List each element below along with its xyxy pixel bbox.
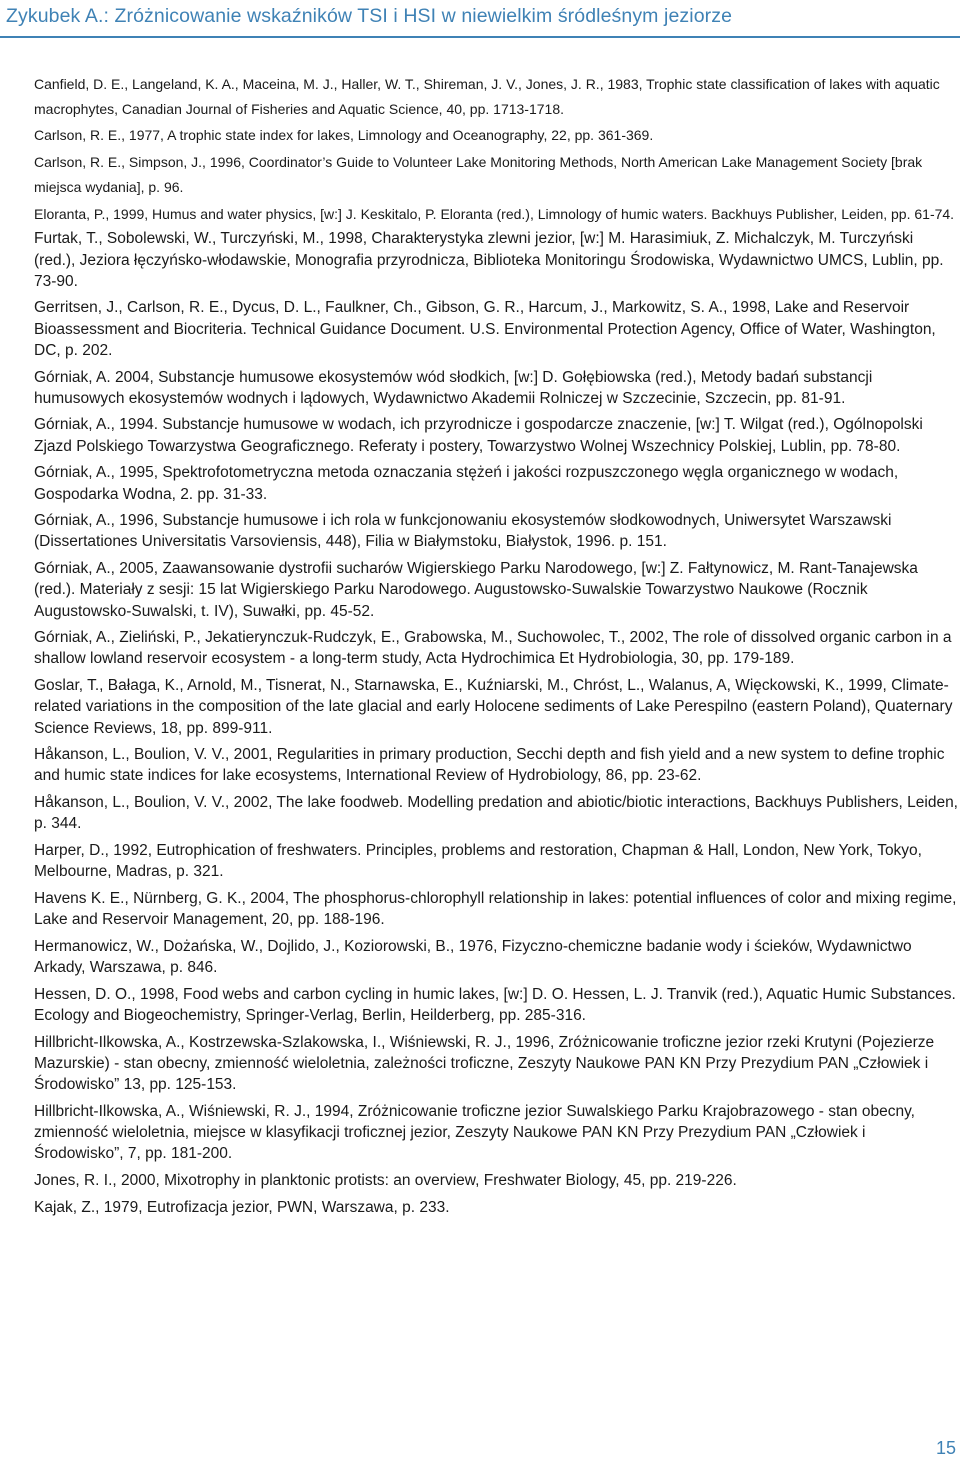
header-rule <box>0 36 960 38</box>
reference-entry: Górniak, A., 2005, Zaawansowanie dystrofii sucharów Wigierskiego Parku Narodowego, [w:] Z. Fałtynowicz, M. Rant-Tanajewska (red.). Materiały z sesji: 15 lat Wigierskiego Parku Narodowego. Augustowsko-Suwalskie Towarzystwo Naukowe (Rocznik Augustowsko-Suwalski, t. IV), Suwałki, pp. 45-52. <box>34 560 918 620</box>
reference-entry: Górniak, A., 1996, Substancje humusowe i ich rola w funkcjonowaniu ekosystemów słodkowodnych, Uniwersytet Warszawski (Dissertationes Universitatis Varsoviensis, 448), Filia w Białymstoku, Białystok, 1996. p. 151. <box>34 512 892 551</box>
reference-entry: Górniak, A., 1994. Substancje humusowe w wodach, ich przyrodnicze i gospodarcze znaczenie, [w:] T. Wilgat (red.), Ogólnopolski Zjazd Polskiego Towarzystwa Geograficznego. Referaty i postery, Towarzystwo Wolnej Wszechnicy Polskiej, Lublin, pp. 78-80. <box>34 416 923 455</box>
reference-entry: Håkanson, L., Boulion, V. V., 2002, The lake foodweb. Modelling predation and abiotic/biotic interactions, Backhuys Publishers, Leiden, p. 344. <box>34 794 958 833</box>
reference-entry: Goslar, T., Bałaga, K., Arnold, M., Tisnerat, N., Starnawska, E., Kuźniarski, M., Chróst, L., Walanus, A, Więckowski, K., 1999, Climate-related variations in the composition of the late glacial and early Holocene sediments of Lake Perespilno (eastern Poland), Quaternary Science Reviews, 18, pp. 899-911. <box>34 677 953 737</box>
running-title: Zykubek A.: Zróżnicowanie wskaźników TSI i HSI w niewielkim śródleśnym jeziorze <box>6 5 733 27</box>
reference-entry: Górniak, A., Zieliński, P., Jekatierynczuk-Rudczyk, E., Grabowska, M., Suchowolec, T., 2002, The role of dissolved organic carbon in a shallow lowland reservoir ecosystem - a long-term study, Acta Hydrochimica Et Hydrobiologia, 30, pp. 179-189. <box>34 629 952 668</box>
page-header <box>0 0 960 37</box>
reference-entry: Havens K. E., Nürnberg, G. K., 2004, The phosphorus-chlorophyll relationship in lakes: potential influences of color and mixing regime, Lake and Reservoir Management, 20, pp. 188-196. <box>34 890 957 929</box>
reference-entry: Hillbricht-Ilkowska, A., Kostrzewska-Szlakowska, I., Wiśniewski, R. J., 1996, Zróżnicowanie troficzne jezior rzeki Krutyni (Pojezierze Mazurskie) - stan obecny, zmienność wieloletnia, zależności troficzne, Zeszyty Naukowe PAN KN Przy Prezydium PAN „Człowiek i Środowisko” 13, pp. 125-153. <box>34 1033 935 1094</box>
reference-entry: Kajak, Z., 1979, Eutrofizacja jezior, PWN, Warszawa, p. 233. <box>34 1198 450 1216</box>
reference-entry: Hillbricht-Ilkowska, A., Wiśniewski, R. J., 1994, Zróżnicowanie troficzne jezior Suwalskiego Parku Krajobrazowego - stan obecny, zmienność wieloletnia, miejsce w klasyfikacji troficznej jezior, Zeszyty Naukowe PAN KN Przy Prezydium PAN „Człowiek i Środowisko”, 7, pp. 181-200. <box>34 1102 915 1163</box>
reference-list <box>34 72 960 1223</box>
reference-entry: Carlson, R. E., Simpson, J., 1996, Coordinator’s Guide to Volunteer Lake Monitoring Methods, North American Lake Management Society [brak miejsca wydania], p. 96. <box>34 154 923 195</box>
reference-entry: Jones, R. I., 2000, Mixotrophy in planktonic protists: an overview, Freshwater Biology, 45, pp. 219-226. <box>34 1171 737 1189</box>
reference-entry: Hermanowicz, W., Dożańska, W., Dojlido, J., Koziorowski, B., 1976, Fizyczno-chemiczne badanie wody i ścieków, Wydawnictwo Arkady, Warszawa, p. 846. <box>34 937 912 977</box>
reference-entry: Håkanson, L., Boulion, V. V., 2001, Regularities in primary production, Secchi depth and fish yield and a new system to define trophic and humic state indices for lake ecosystems, International Review of Hydrobiology, 86, pp. 23-62. <box>34 746 945 785</box>
reference-entry: Harper, D., 1992, Eutrophication of freshwaters. Principles, problems and restoration, Chapman & Hall, London, New York, Tokyo, Melbourne, Madras, p. 321. <box>34 842 922 881</box>
reference-entry: Canfield, D. E., Langeland, K. A., Maceina, M. J., Haller, W. T., Shireman, J. V., Jones, J. R., 1983, Trophic state classification of lakes with aquatic macrophytes, Canadian Journal of Fisheries and Aquatic Science, 40, pp. 1713-1718. <box>34 76 940 117</box>
reference-entry: Furtak, T., Sobolewski, W., Turczyński, M., 1998, Charakterystyka zlewni jezior, [w:] M. Harasimiuk, Z. Michalczyk, M. Turczyński (red.), Jeziora łęczyńsko-włodawskie, Monografia przyrodnicza, Biblioteka Monitoringu Środowiska, Wydawnictwo UMCS, Lublin, pp. 73-90. <box>34 230 944 290</box>
reference-entry: Górniak, A., 1995, Spektrofotometryczna metoda oznaczania stężeń i jakości rozpuszczonego węgla organicznego w wodach, Gospodarka Wodna, 2. pp. 31-33. <box>34 464 899 503</box>
reference-entry: Eloranta, P., 1999, Humus and water physics, [w:] J. Keskitalo, P. Eloranta (red.), Limnology of humic waters. Backhuys Publisher, Leiden, pp. 61-74. <box>34 205 955 222</box>
reference-entry: Górniak, A. 2004, Substancje humusowe ekosystemów wód słodkich, [w:] D. Gołębiowska (red.), Metody badań substancji humusowych ekosystemów wodnych i lądowych, Wydawnictwo Akademii Rolniczej w Szczecinie, Szczecin, pp. 81-91. <box>34 368 873 407</box>
reference-entry: Carlson, R. E., 1977, A trophic state index for lakes, Limnology and Oceanography, 22, pp. 361-369. <box>34 127 654 144</box>
page-number: 15 <box>935 1438 956 1458</box>
reference-entry: Hessen, D. O., 1998, Food webs and carbon cycling in humic lakes, [w:] D. O. Hessen, L. J. Tranvik (red.), Aquatic Humic Substances. Ecology and Biogeochemistry, Springer-Verlag, Berlin, Heilderberg, pp. 285-316. <box>34 985 956 1025</box>
reference-entry: Gerritsen, J., Carlson, R. E., Dycus, D. L., Faulkner, Ch., Gibson, G. R., Harcum, J., Markowitz, S. A., 1998, Lake and Reservoir Bioassessment and Biocriteria. Technical Guidance Document. U.S. Environmental Protection Agency, Office of Water, Washington, DC, p. 202. <box>34 299 936 359</box>
